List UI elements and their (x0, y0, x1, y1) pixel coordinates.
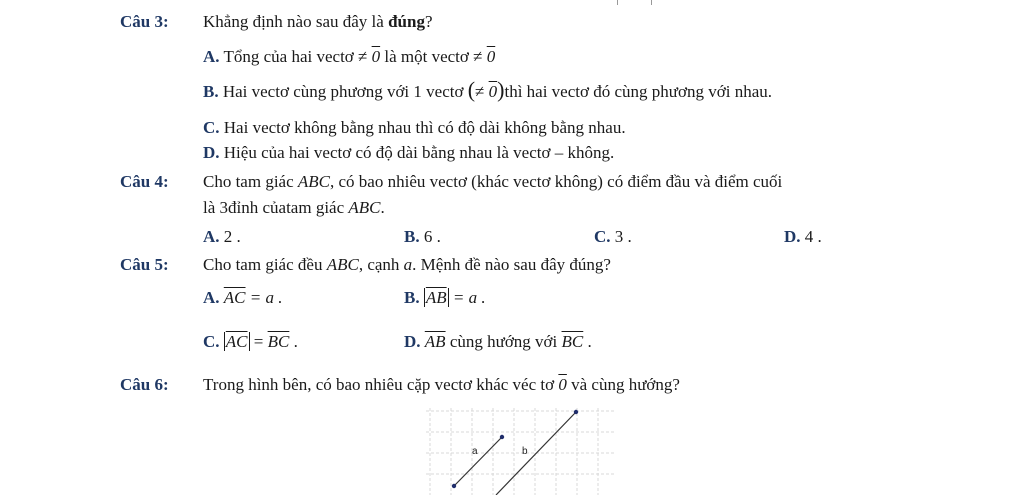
q3-b-t4: thì hai vectơ đó cùng phương với nhau. (504, 82, 772, 101)
vector-bc: $\overline{BC}$ (267, 332, 290, 351)
q4-c-letter: C. (594, 227, 611, 246)
question-4-stem-line2 (203, 198, 385, 218)
q4-l2-c: . (380, 198, 385, 217)
vector-ac: $\overline{AC}$ (225, 332, 248, 351)
vector-ab: $\overline{AB}$ (425, 288, 447, 307)
vector-ab: $\overline{AB}$ (424, 332, 446, 351)
q4-l1-c: , có bao nhiêu vectơ (khác vectơ không) có điểm đầu và điểm cuối (330, 172, 783, 191)
q3-d-text: Hiệu của hai vectơ có độ dài bằng nhau là vectơ – không. (223, 143, 615, 162)
question-6-label: Câu 6: (120, 375, 169, 394)
q5-d-letter: D. (404, 332, 421, 351)
paren-close: ) (497, 77, 505, 102)
q3-b-letter: B. (203, 82, 219, 101)
zero-vector: 0 (371, 47, 381, 66)
q4-option-c (594, 227, 632, 247)
q3-c-letter: C. (203, 118, 220, 137)
vector-b (496, 410, 578, 495)
q4-b-letter: B. (404, 227, 420, 246)
vector-grid-figure (426, 408, 616, 495)
q4-a-letter: A. (203, 227, 220, 246)
q3-stem-emphasis: đúng (388, 12, 425, 31)
q5-b-letter: B. (404, 288, 420, 307)
q5-c-letter: C. (203, 332, 220, 351)
q3-stem-text: Khẳng định nào sau đây là (203, 12, 389, 31)
zero-vector: 0 (558, 375, 567, 394)
q3-option-a (203, 47, 495, 67)
zero-vector: 0 (488, 82, 498, 101)
question-3-label: Câu 3: (120, 12, 169, 31)
q4-b-text: 6 . (423, 227, 441, 246)
q5-stem-a: Cho tam giác đều (203, 255, 327, 274)
q4-option-b (404, 227, 441, 247)
q5-stem-triangle: ABC (326, 255, 359, 274)
vector-ac: $\overline{AC}$ (223, 288, 246, 307)
q4-l2-triangle: ABC (348, 198, 381, 217)
q5-a-letter: A. (203, 288, 220, 307)
q5-d-end: . (583, 332, 592, 351)
q3-a-t1: Tổng của hai vectơ ≠ (223, 47, 372, 66)
question-4-label: Câu 4: (120, 172, 169, 191)
q4-l2-a: là 3đỉnh củatam giác (203, 198, 349, 217)
q4-option-d (784, 227, 822, 247)
q4-d-letter: D. (784, 227, 801, 246)
q3-b-t1: Hai vectơ cùng phương với 1 vectơ (222, 82, 468, 101)
paren-open: ( (467, 77, 476, 102)
top-ruler-marks (0, 0, 1024, 6)
q5-a-rest: = a . (245, 288, 283, 307)
q3-a-t3: là một vectơ ≠ (380, 47, 487, 66)
q5-stem-c: , cạnh (358, 255, 404, 274)
zero-vector: 0 (486, 47, 496, 66)
question-5-label: Câu 5: (120, 255, 169, 274)
q5-c-mid: = (249, 332, 268, 351)
question-6-stem (203, 375, 680, 395)
q5-d-mid: cùng hướng với (445, 332, 562, 351)
q5-option-d (404, 332, 592, 352)
q4-l1-a: Cho tam giác (203, 172, 298, 191)
question-3-stem (203, 12, 433, 32)
q3-option-b (203, 77, 772, 102)
q4-d-text: 4 . (804, 227, 822, 246)
q3-c-text: Hai vectơ không bằng nhau thì có độ dài không bằng nhau. (223, 118, 626, 137)
label-a: a (472, 446, 478, 457)
vector-bc: $\overline{BC}$ (561, 332, 584, 351)
q3-option-d (203, 143, 614, 163)
question-4-stem-line1 (203, 172, 782, 192)
q5-stem-side: a (403, 255, 413, 274)
q3-a-letter: A. (203, 47, 220, 66)
q4-a-text: 2 . (223, 227, 241, 246)
q3-stem-end: ? (424, 12, 433, 31)
q4-c-text: 3 . (614, 227, 632, 246)
q3-b-t2: ≠ (475, 82, 489, 101)
q3-d-letter: D. (203, 143, 220, 162)
q5-option-b (404, 288, 486, 308)
q5-stem-e: . Mệnh đề nào sau đây đúng? (412, 255, 611, 274)
q3-option-c (203, 118, 626, 138)
vector-a (452, 435, 504, 488)
question-5-stem (203, 255, 611, 275)
q5-b-rest: = a . (448, 288, 486, 307)
q6-stem-c: và cùng hướng? (566, 375, 680, 394)
q5-option-c (203, 332, 298, 352)
q5-option-a (203, 288, 283, 308)
label-b: b (522, 446, 528, 457)
grid-lines (426, 408, 616, 495)
q5-c-end: . (289, 332, 298, 351)
q4-l1-triangle: ABC (297, 172, 331, 191)
q6-stem-a: Trong hình bên, có bao nhiêu cặp vectơ khác véc tơ (203, 375, 559, 394)
q4-option-a (203, 227, 241, 247)
